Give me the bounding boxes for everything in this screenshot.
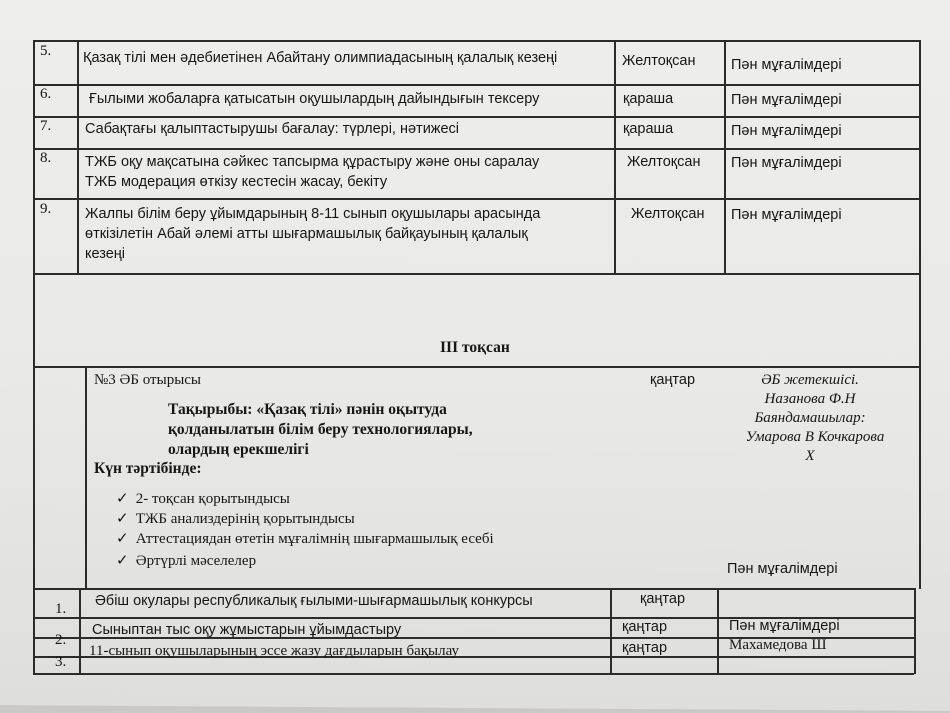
row-number: 9. [40, 201, 52, 217]
col-divider-num [77, 40, 79, 274]
row-line [33, 673, 914, 675]
meeting-responsible: Пән мұғалімдері [727, 561, 838, 577]
table-border-right [914, 588, 916, 674]
row-month: Желтоқсан [622, 53, 696, 69]
row-number: 5. [40, 43, 52, 59]
row-text: ТЖБ оқу мақсатына сәйкес тапсырма құрастыру және оны саралау [85, 154, 540, 170]
agenda-item [116, 550, 256, 572]
row-month: Желтоқсан [627, 154, 701, 170]
col-divider-month [614, 40, 616, 274]
row-responsible: Пән мұғалімдері [729, 618, 840, 634]
row-text: Қазақ тілі мен әдебиетінен Абайтану олимпиадасының қалалық кезеңі [83, 50, 558, 66]
agenda-item-label: Аттестациядан өтетін мұғалімнің шығармашылық есебі [135, 531, 494, 547]
row-line [33, 273, 920, 275]
row-number: 2. [55, 632, 67, 648]
meeting-leader-line: Назанова Ф.Н [764, 391, 856, 407]
check-icon: ✓ [116, 553, 129, 569]
row-text: Жалпы білім беру ұйымдарының 8-11 сынып оқушылары арасында [85, 206, 541, 222]
row-number: 7. [40, 118, 52, 134]
col-divider-month [610, 588, 612, 674]
row-line [33, 84, 920, 86]
agenda-item-label: Әртүрлі мәселелер [135, 553, 257, 569]
row-line [33, 148, 920, 150]
meeting-topic-line: Тақырыбы: «Қазақ тілі» пәнін оқытуда [168, 401, 447, 418]
row-responsible: Махамедова Ш [729, 637, 827, 653]
row-number: 6. [40, 86, 52, 102]
row-text: Сыныптан тыс оқу жұмыстарын ұйымдастыру [92, 622, 402, 638]
row-month: қаңтар [622, 619, 668, 635]
row-text: 11-сынып оқушыларының эссе жазу дағдыларын бақылау [89, 643, 459, 659]
agenda-item [116, 528, 494, 550]
row-text: кезеңі [85, 246, 126, 262]
row-number: 3. [55, 654, 67, 670]
meeting-title: №3 ӘБ отырысы [94, 372, 202, 388]
meeting-topic-line: қолданылатын білім беру технологиялары, [168, 421, 473, 438]
table-border-left [33, 40, 35, 674]
meeting-leader-line: Х [805, 448, 815, 464]
meeting-leader-line: Баяндамашылар: [754, 410, 866, 426]
table-border-right [919, 40, 921, 589]
row-responsible: Пән мұғалімдері [731, 57, 842, 73]
row-line [33, 198, 920, 200]
agenda-item-label: ТЖБ анализдерінің қорытындысы [135, 511, 355, 527]
quarter-heading: ІІІ тоқсан [440, 339, 510, 356]
meeting-month: қаңтар [650, 372, 696, 388]
meeting-leader-line: ӘБ жетекшісі. [761, 372, 859, 388]
row-responsible: Пән мұғалімдері [731, 92, 842, 108]
row-responsible: Пән мұғалімдері [731, 155, 842, 171]
check-icon: ✓ [116, 531, 129, 547]
check-icon: ✓ [116, 511, 129, 527]
row-text: өткізілетін Абай әлемі атты шығармашылық байқауының қалалық [85, 226, 528, 242]
check-icon: ✓ [116, 491, 129, 507]
agenda-item-label: 2- тоқсан қорытындысы [135, 491, 290, 507]
col-divider-num [79, 588, 81, 674]
row-text: ТЖБ модерация өткізу кестесін жасау, бекіту [85, 174, 388, 190]
col-divider-resp [717, 588, 719, 674]
agenda-item [116, 508, 355, 530]
row-number: 1. [55, 601, 67, 617]
row-month: қараша [623, 121, 674, 137]
row-responsible: Пән мұғалімдері [731, 207, 842, 223]
agenda-heading: Күн тәртібінде: [94, 460, 202, 477]
row-text: Әбіш окулары республикалық ғылыми-шығармашылық конкурсы [95, 593, 533, 609]
row-line [33, 366, 920, 368]
row-month: қаңтар [622, 640, 668, 656]
col-divider-resp [724, 40, 726, 274]
row-month: Желтоқсан [631, 206, 705, 222]
row-line [33, 40, 920, 42]
meeting-topic-line: олардың ерекшелігі [168, 441, 309, 458]
row-month: қаңтар [640, 591, 686, 607]
agenda-item [116, 488, 290, 510]
meeting-leader-line: Умарова В Кочкарова [745, 429, 885, 445]
row-text: Ғылыми жобаларға қатысатын оқушылардың дайындығын тексеру [89, 91, 540, 107]
row-responsible: Пән мұғалімдері [731, 123, 842, 139]
row-number: 8. [40, 150, 52, 166]
col-divider-num [85, 366, 87, 588]
row-month: қараша [623, 91, 674, 107]
row-text: Сабақтағы қалыптастырушы бағалау: түрлері, нәтижесі [85, 121, 460, 137]
